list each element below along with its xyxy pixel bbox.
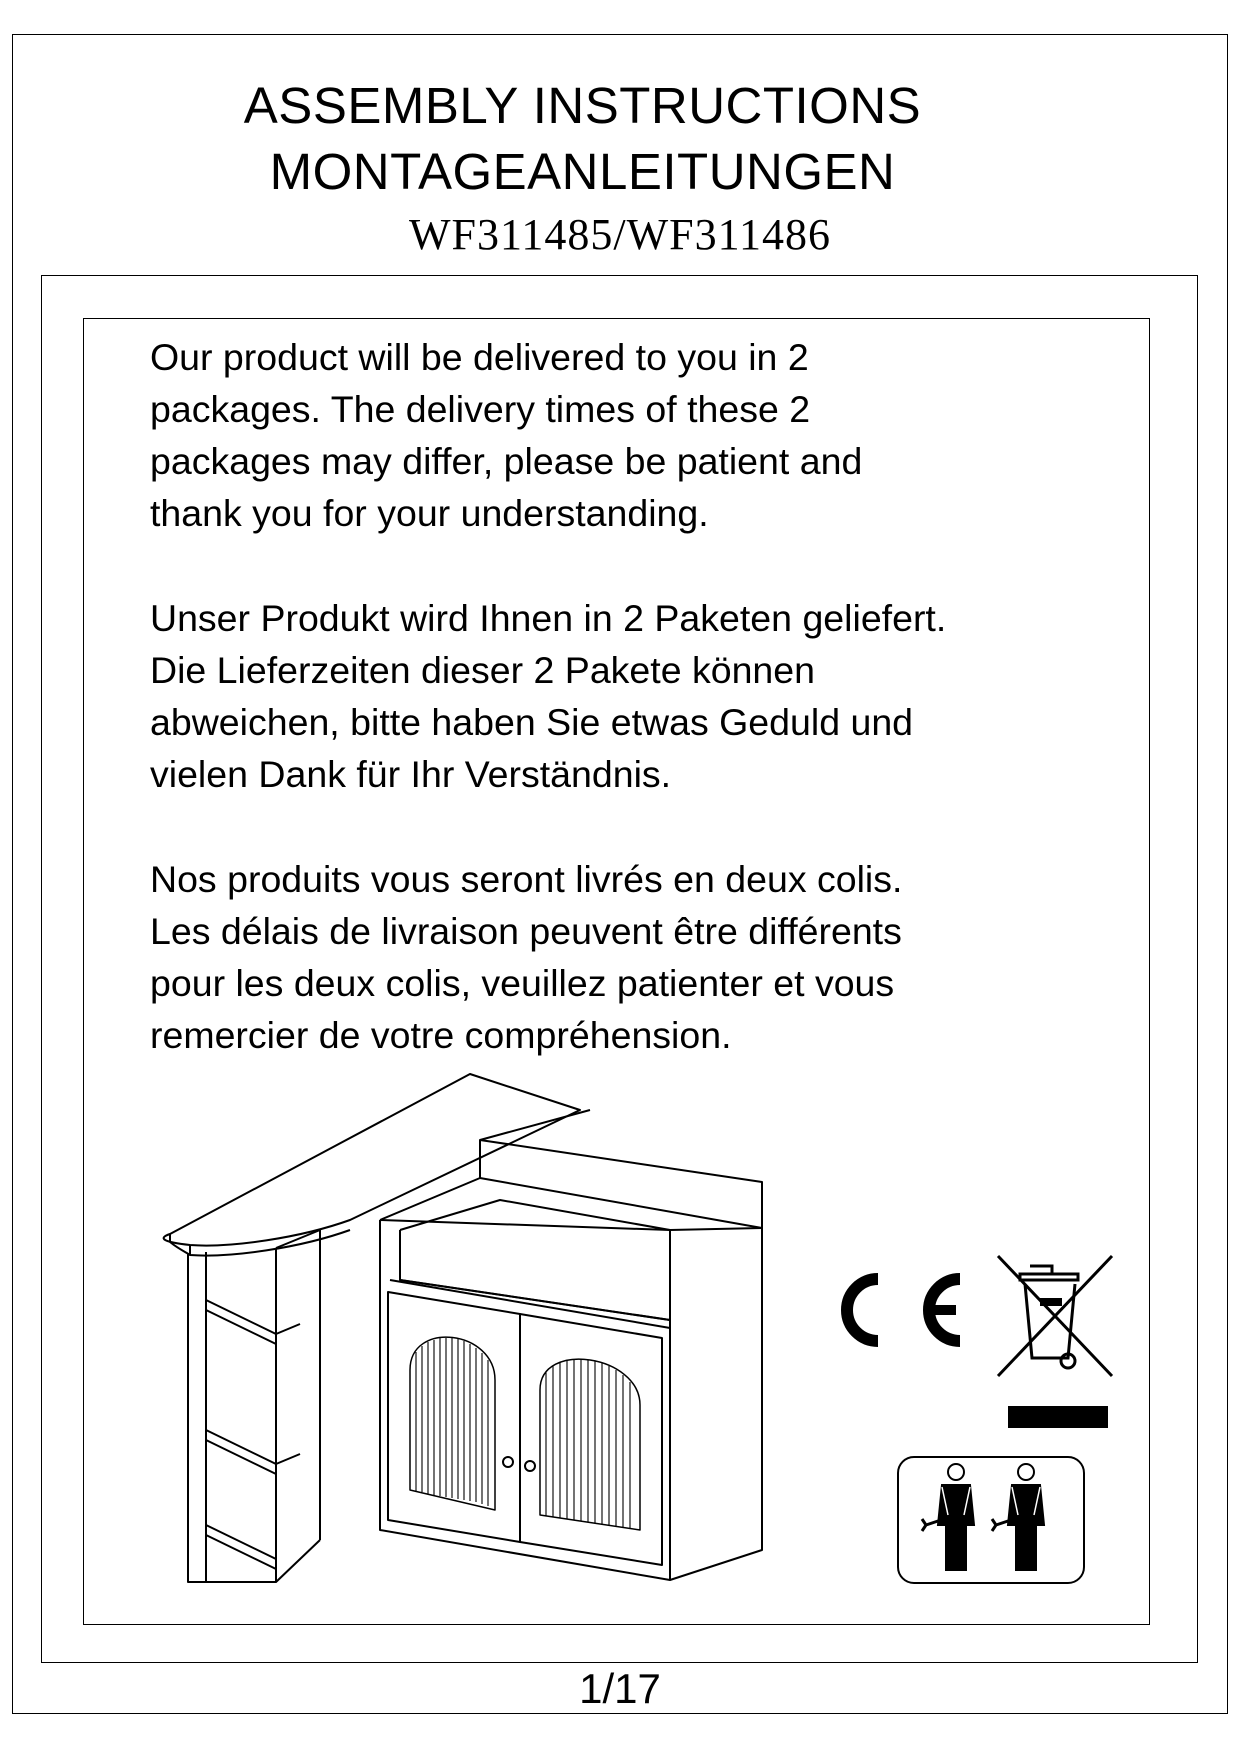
notice-line: Die Lieferzeiten dieser 2 Pakete können [150, 649, 816, 691]
notice-line: packages may differ, please be patient and [150, 440, 863, 482]
notice-french [150, 853, 1110, 1061]
notice-line: thank you for your understanding. [150, 492, 709, 534]
notice-line: Les délais de livraison peuvent être différents [150, 910, 902, 952]
title-english: ASSEMBLY INSTRUCTIONS [243, 77, 922, 134]
notice-german [150, 592, 1110, 800]
weee-crossed-bin-icon [990, 1248, 1120, 1433]
notice-english [150, 331, 1110, 539]
notice-line: remercier de votre compréhension. [150, 1014, 732, 1056]
model-numbers: WF311485/WF311486 [409, 210, 831, 259]
notice-line: packages. The delivery times of these 2 [150, 388, 811, 430]
page-number: 1/17 [579, 1665, 661, 1712]
two-person-assembly-icon [896, 1455, 1086, 1585]
notice-line: abweichen, bitte haben Sie etwas Geduld und [150, 701, 914, 743]
notice-line: pour les deux colis, veuillez patienter et vous [150, 962, 895, 1004]
ce-mark-icon [830, 1265, 970, 1355]
furniture-illustration-icon [150, 1070, 770, 1590]
notice-line: Our product will be delivered to you in 2 [150, 336, 809, 378]
notice-line: Nos produits vous seront livrés en deux colis. [150, 858, 903, 900]
notice-line: Unser Produkt wird Ihnen in 2 Paketen geliefert. [150, 597, 947, 639]
title-german: MONTAGEANLEITUNGEN [269, 143, 896, 200]
notice-line: vielen Dank für Ihr Verständnis. [150, 753, 672, 795]
